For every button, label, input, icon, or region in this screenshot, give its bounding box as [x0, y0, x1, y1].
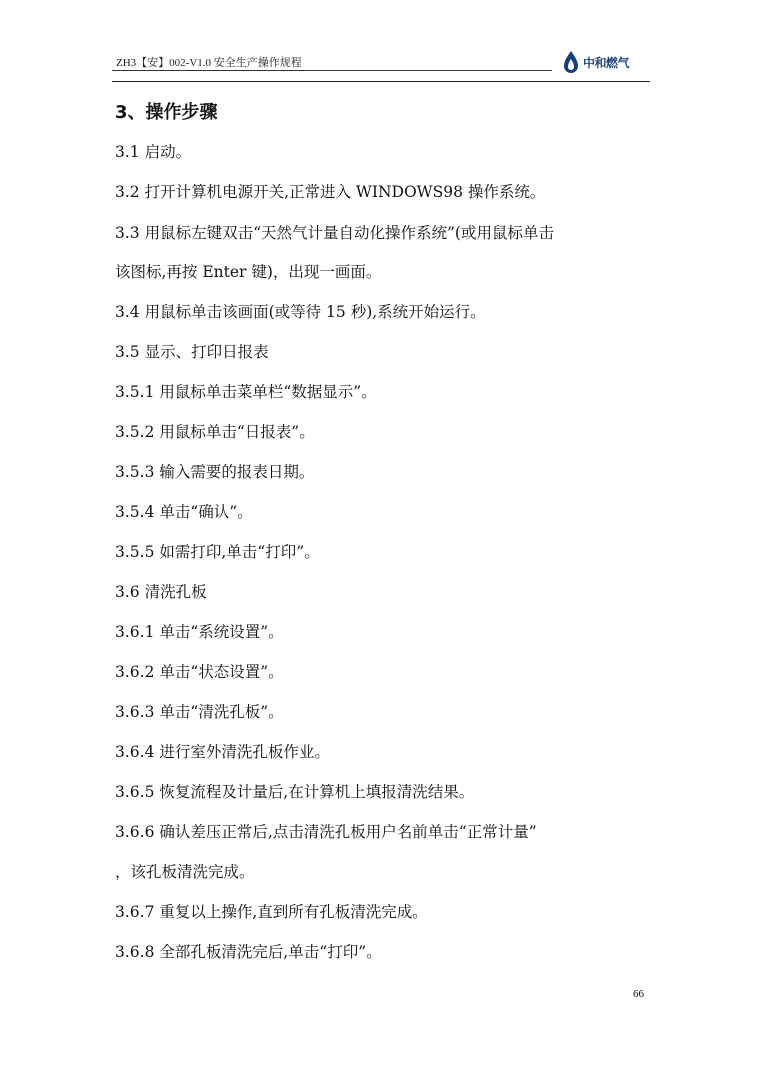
text-line: 3.6.2 单击“状态设置”。 — [115, 663, 284, 681]
company-logo — [562, 50, 629, 74]
text-line: 3.5 显示、打印日报表 — [115, 343, 269, 361]
text-line: 3.5.5 如需打印,单击“打印”。 — [115, 543, 320, 561]
text-line: 3.5.3 输入需要的报表日期。 — [115, 463, 315, 481]
text-line: 3.6.1 单击“系统设置”。 — [115, 623, 284, 641]
text-line: 3.6.6 确认差压正常后,点击清洗孔板用户名前单击“正常计量” — [115, 823, 537, 841]
text-line: 该图标,再按 Enter 键)，出现一画面。 — [115, 263, 382, 281]
section-title: 3、操作步骤 — [115, 102, 218, 123]
text-line: 3.1 启动。 — [115, 143, 192, 161]
text-line: 3.5.4 单击“确认”。 — [115, 503, 253, 521]
text-line: 3.6 清洗孔板 — [115, 583, 207, 601]
text-line: 3.6.5 恢复流程及计量后,在计算机上填报清洗结果。 — [115, 783, 475, 801]
flame-drop-icon — [562, 50, 580, 74]
text-line: ，该孔板清洗完成。 — [115, 863, 255, 881]
page-header — [112, 50, 650, 86]
text-line: 3.6.7 重复以上操作,直到所有孔板清洗完成。 — [115, 903, 428, 921]
text-line: 3.5.2 用鼠标单击“日报表”。 — [115, 423, 315, 441]
page-number: 66 — [633, 988, 644, 1000]
logo-text: 中和燃气 — [583, 55, 630, 70]
text-line: 3.2 打开计算机电源开关,正常进入 WINDOWS98 操作系统。 — [115, 183, 546, 201]
text-line: 3.3 用鼠标左键双击“天然气计量自动化操作系统”(或用鼠标单击 — [115, 224, 554, 242]
text-line: 3.6.4 进行室外清洗孔板作业。 — [115, 743, 330, 761]
header-rule — [112, 81, 650, 82]
text-line: 3.5.1 用鼠标单击菜单栏“数据显示”。 — [115, 383, 377, 401]
text-line: 3.4 用鼠标单击该画面(或等待 15 秒),系统开始运行。 — [115, 303, 486, 321]
text-line: 3.6.3 单击“清洗孔板”。 — [115, 703, 284, 721]
header-doc-title: ZH3【安】002-V1.0 安全生产操作规程 — [116, 57, 302, 69]
text-line: 3.6.8 全部孔板清洗完后,单击“打印”。 — [115, 943, 382, 961]
header-underline — [112, 70, 552, 71]
